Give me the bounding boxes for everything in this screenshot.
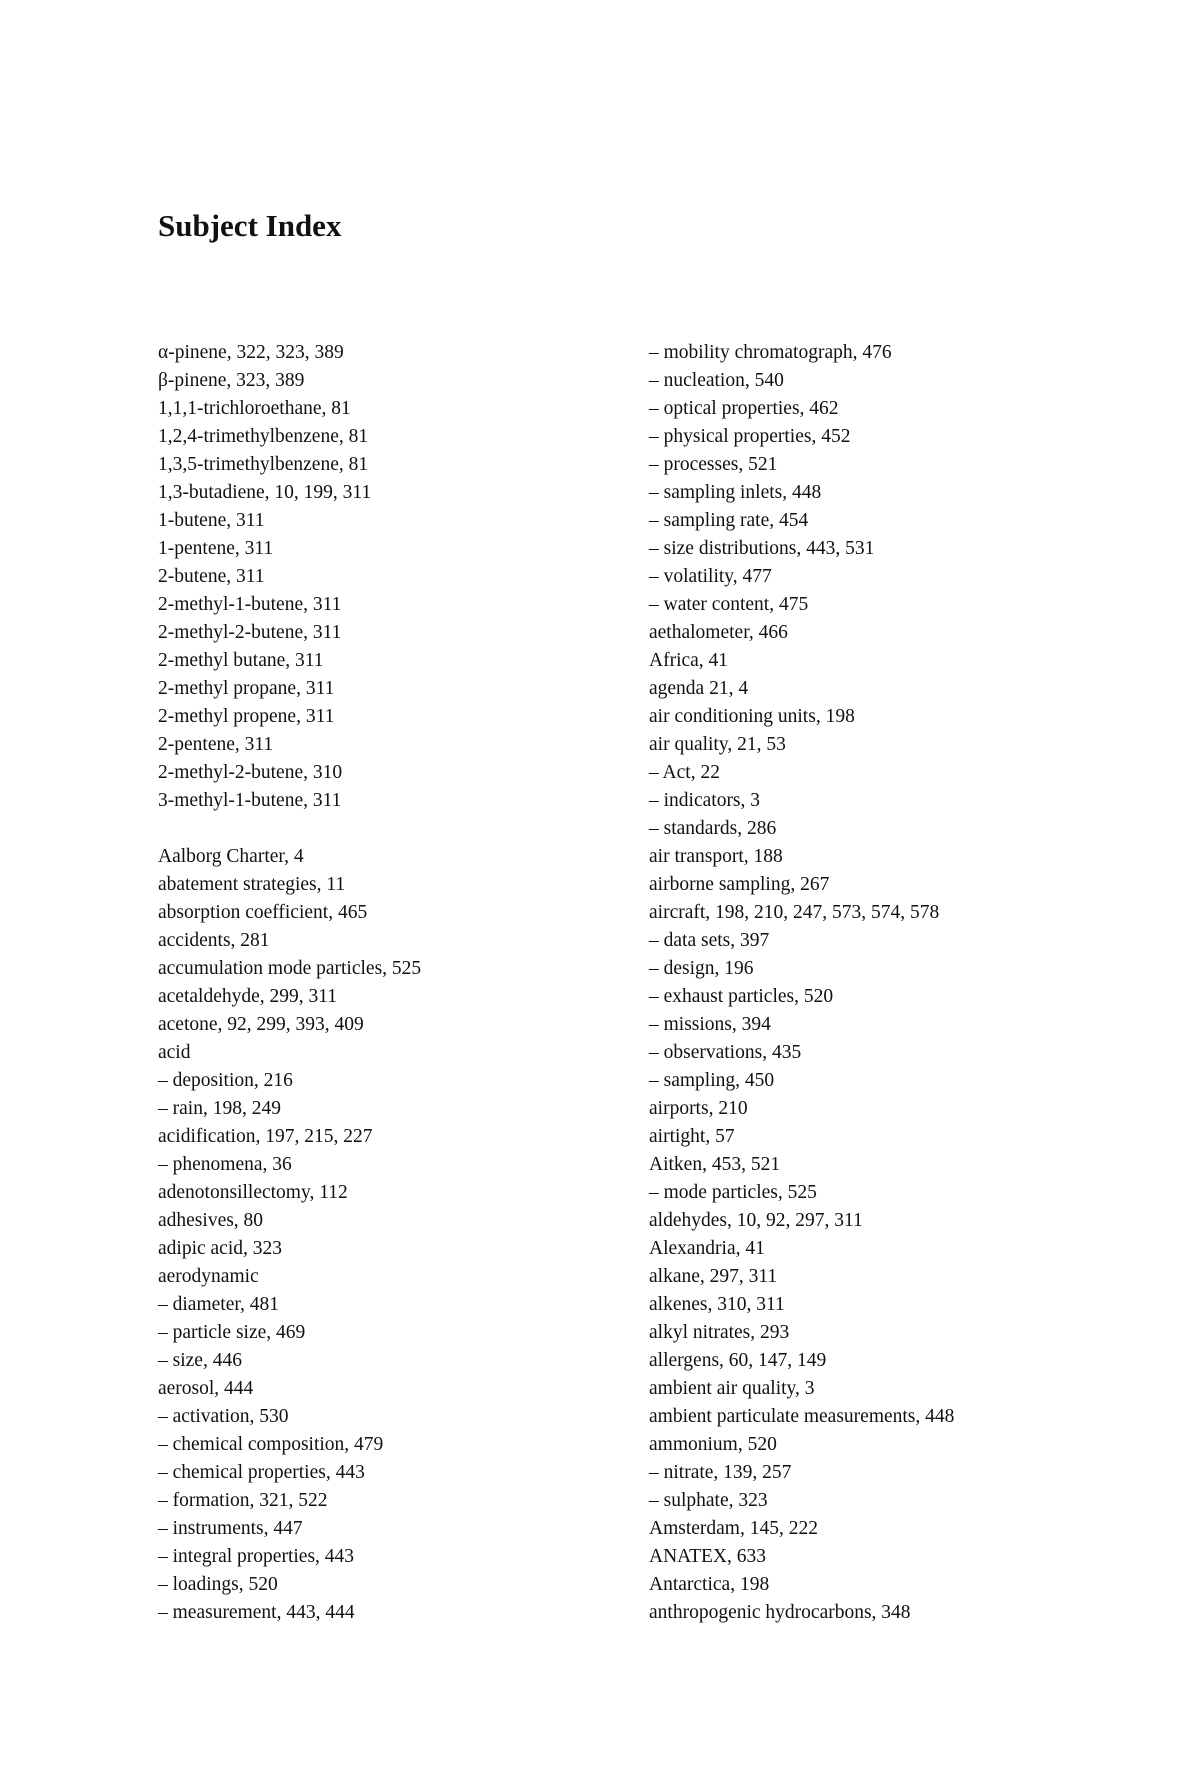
index-column-left <box>158 339 628 1627</box>
index-entry: – sampling rate, 454 <box>649 510 809 531</box>
index-entry: – rain, 198, 249 <box>158 1098 281 1119</box>
index-entry: 1,3,5-trimethylbenzene, 81 <box>158 454 369 475</box>
index-entry: aircraft, 198, 210, 247, 573, 574, 578 <box>649 902 940 923</box>
index-entry: absorption coefficient, 465 <box>158 902 368 923</box>
index-entry: anthropogenic hydrocarbons, 348 <box>649 1602 911 1623</box>
index-entry: allergens, 60, 147, 149 <box>649 1350 827 1371</box>
index-entry: 1,2,4-trimethylbenzene, 81 <box>158 426 369 447</box>
index-entry: acidification, 197, 215, 227 <box>158 1126 373 1147</box>
index-entry: – exhaust particles, 520 <box>649 986 834 1007</box>
index-entry: – chemical composition, 479 <box>158 1434 384 1455</box>
index-entry: – deposition, 216 <box>158 1070 293 1091</box>
index-entry: acid <box>158 1042 191 1063</box>
index-entry: – size, 446 <box>158 1350 242 1371</box>
index-entry: – mobility chromatograph, 476 <box>649 342 892 363</box>
index-entry: Aitken, 453, 521 <box>649 1154 781 1175</box>
index-entry: acetaldehyde, 299, 311 <box>158 986 338 1007</box>
index-entry: 2-methyl butane, 311 <box>158 650 324 671</box>
index-column-right <box>649 339 1149 1627</box>
index-entry: – loadings, 520 <box>158 1574 278 1595</box>
index-entry: airborne sampling, 267 <box>649 874 830 895</box>
index-entry: 2-methyl-2-butene, 311 <box>158 622 342 643</box>
index-entry: – indicators, 3 <box>649 790 761 811</box>
index-entry: aethalometer, 466 <box>649 622 788 643</box>
index-entry: 1-pentene, 311 <box>158 538 274 559</box>
index-entry: accumulation mode particles, 525 <box>158 958 422 979</box>
index-entry: air transport, 188 <box>649 846 783 867</box>
index-entry: – optical properties, 462 <box>649 398 839 419</box>
index-entry: 2-methyl-1-butene, 311 <box>158 594 342 615</box>
index-entry: adhesives, 80 <box>158 1210 264 1231</box>
index-entry: Amsterdam, 145, 222 <box>649 1518 818 1539</box>
page-title: Subject Index <box>158 208 342 243</box>
index-entry: agenda 21, 4 <box>649 678 749 699</box>
index-entry: – standards, 286 <box>649 818 777 839</box>
index-entry: – water content, 475 <box>649 594 809 615</box>
index-entry: airports, 210 <box>649 1098 748 1119</box>
index-entry: 1-butene, 311 <box>158 510 265 531</box>
index-entry: alkyl nitrates, 293 <box>649 1322 790 1343</box>
index-entry: α-pinene, 322, 323, 389 <box>158 342 344 363</box>
index-entry: – measurement, 443, 444 <box>158 1602 355 1623</box>
index-entry: – phenomena, 36 <box>158 1154 292 1175</box>
index-entry: – size distributions, 443, 531 <box>649 538 875 559</box>
index-entry: – sulphate, 323 <box>649 1490 768 1511</box>
index-entry: ambient air quality, 3 <box>649 1378 815 1399</box>
index-entry: – processes, 521 <box>649 454 778 475</box>
index-entry: – sampling, 450 <box>649 1070 775 1091</box>
index-entry: ambient particulate measurements, 448 <box>649 1406 955 1427</box>
index-entry: Africa, 41 <box>649 650 729 671</box>
index-entry: 3-methyl-1-butene, 311 <box>158 790 342 811</box>
index-entry: 2-methyl-2-butene, 310 <box>158 762 343 783</box>
index-entry: alkenes, 310, 311 <box>649 1294 785 1315</box>
index-entry: – activation, 530 <box>158 1406 289 1427</box>
index-entry: aerodynamic <box>158 1266 259 1287</box>
index-entry: – integral properties, 443 <box>158 1546 355 1567</box>
index-entry: β-pinene, 323, 389 <box>158 370 305 391</box>
index-entry: – missions, 394 <box>649 1014 771 1035</box>
index-entry: Alexandria, 41 <box>649 1238 765 1259</box>
index-entry: 2-methyl propane, 311 <box>158 678 335 699</box>
index-entry: acetone, 92, 299, 393, 409 <box>158 1014 364 1035</box>
index-entry: – nucleation, 540 <box>649 370 784 391</box>
index-entry: 2-butene, 311 <box>158 566 265 587</box>
index-entry: – mode particles, 525 <box>649 1182 817 1203</box>
index-entry: adenotonsillectomy, 112 <box>158 1182 348 1203</box>
index-entry: ANATEX, 633 <box>649 1546 766 1567</box>
index-entry: – sampling inlets, 448 <box>649 482 822 503</box>
index-entry: – nitrate, 139, 257 <box>649 1462 792 1483</box>
index-entry: aldehydes, 10, 92, 297, 311 <box>649 1210 863 1231</box>
index-entry: abatement strategies, 11 <box>158 874 346 895</box>
index-entry: 2-methyl propene, 311 <box>158 706 335 727</box>
index-entry: 2-pentene, 311 <box>158 734 274 755</box>
index-entry: – Act, 22 <box>649 762 720 783</box>
index-entry: – observations, 435 <box>649 1042 802 1063</box>
index-entry: – instruments, 447 <box>158 1518 303 1539</box>
index-entry: – volatility, 477 <box>649 566 772 587</box>
index-entry: airtight, 57 <box>649 1126 735 1147</box>
index-entry: – design, 196 <box>649 958 754 979</box>
index-entry: accidents, 281 <box>158 930 270 951</box>
index-entry: Aalborg Charter, 4 <box>158 846 304 867</box>
index-entry: aerosol, 444 <box>158 1378 254 1399</box>
index-entry: alkane, 297, 311 <box>649 1266 778 1287</box>
index-entry: Antarctica, 198 <box>649 1574 770 1595</box>
index-entry: 1,3-butadiene, 10, 199, 311 <box>158 482 372 503</box>
index-entry: – formation, 321, 522 <box>158 1490 328 1511</box>
index-entry: adipic acid, 323 <box>158 1238 282 1259</box>
index-entry: – data sets, 397 <box>649 930 770 951</box>
index-entry: air quality, 21, 53 <box>649 734 786 755</box>
index-entry: air conditioning units, 198 <box>649 706 855 727</box>
index-entry: – physical properties, 452 <box>649 426 851 447</box>
index-entry: – diameter, 481 <box>158 1294 280 1315</box>
index-entry: 1,1,1-trichloroethane, 81 <box>158 398 351 419</box>
index-entry: – particle size, 469 <box>158 1322 306 1343</box>
index-entry: – chemical properties, 443 <box>158 1462 365 1483</box>
index-entry: ammonium, 520 <box>649 1434 777 1455</box>
